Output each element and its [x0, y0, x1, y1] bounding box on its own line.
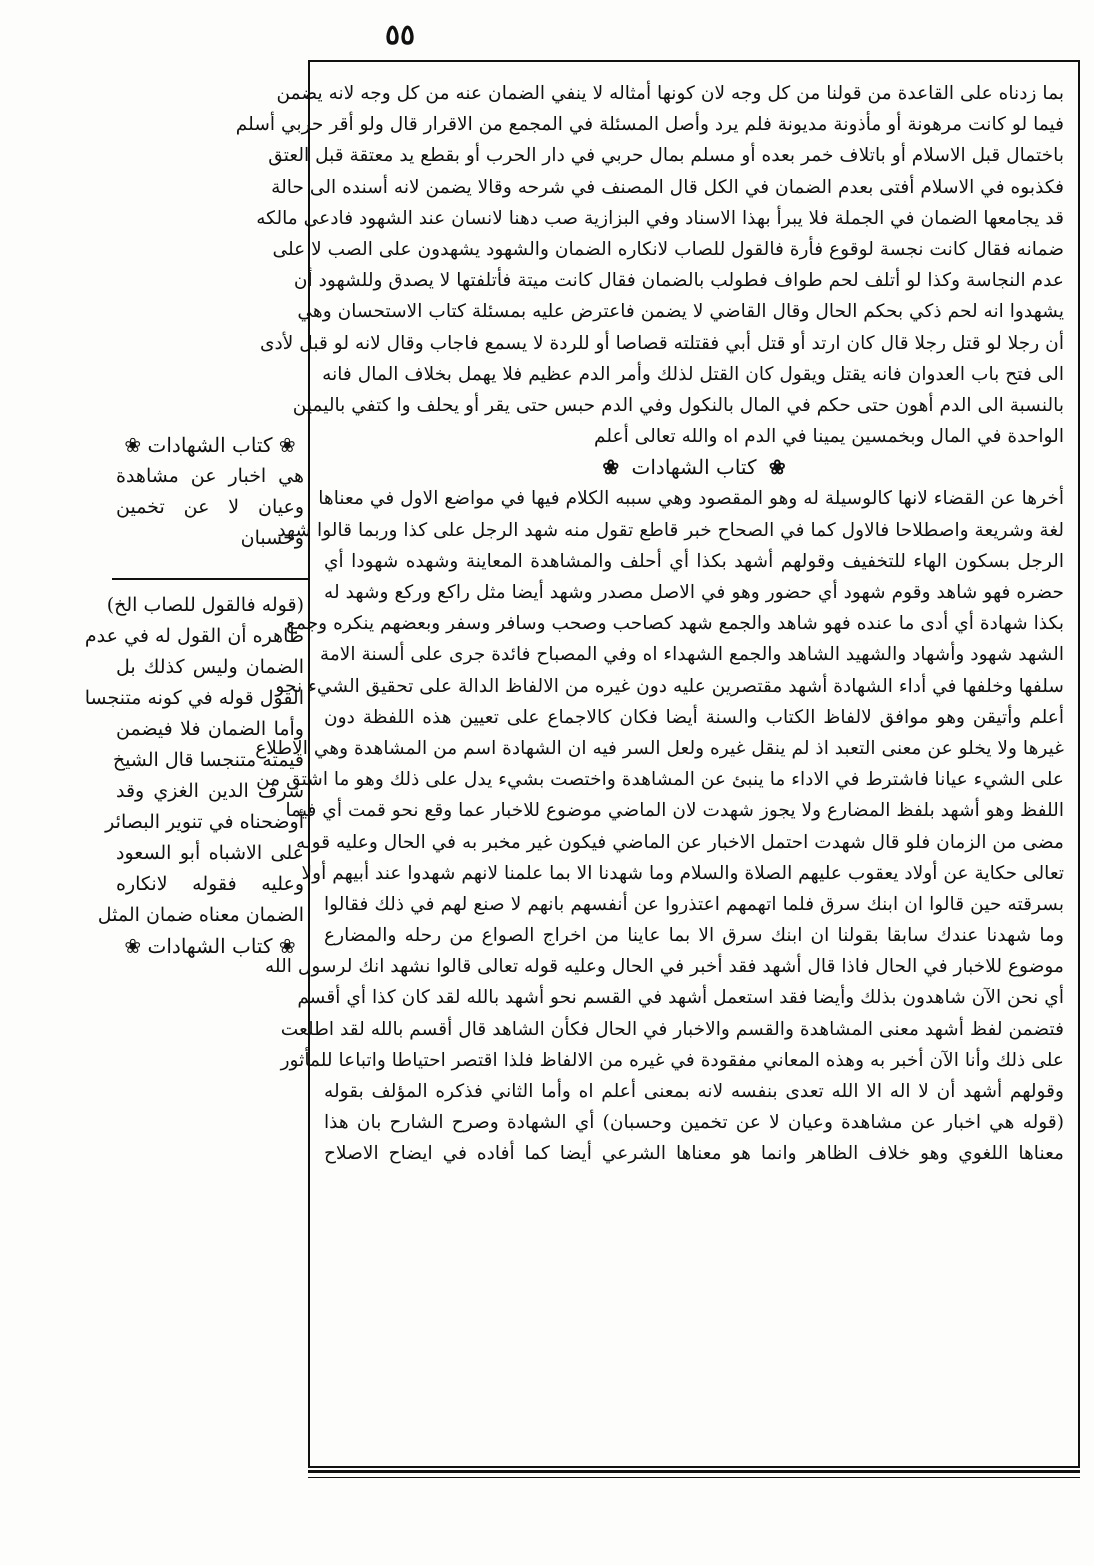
text-line: وما شهدنا عندك سابقا بقولنا ان ابنك سرق الا بما عاينا من اخراج الصواع من رحله والمضارع [324, 925, 1064, 947]
ornament-icon: ❀ [768, 455, 786, 480]
text-line: أي نحن الآن شاهدون بذلك وأيضا فقد استعمل أشهد في القسم نحو أشهد بالله لقد كان كذا أي أقسم [297, 987, 1064, 1009]
margin-line: القول قوله في كونه متنجسا [84, 687, 304, 709]
margin-line: وعليه فقوله لانكاره [116, 873, 304, 895]
text-line: قد يجامعها الضمان في الجملة فلا يبرأ بهذا الاسناد وفي البزازية صب دهنا لانسان عند الشهود فادعى مالكه [256, 207, 1064, 229]
ornament-icon: ❀ [278, 433, 296, 457]
text-line: يشهدوا انه لحم ذكي بحكم الحال وقال القاضي لا يضمن فاعترض عليه بمسئلة كتاب الاستحسان وهي [297, 301, 1064, 323]
text-line: الرجل بسكون الهاء للتخفيف وقولهم أشهد بكذا أي أحلف والمشاهدة المعاينة وشهده شهودا أي [324, 550, 1064, 572]
margin-divider [112, 578, 308, 580]
ornament-icon: ❀ [278, 934, 296, 958]
margin-line: قيمته متنجسا قال الشيخ [112, 749, 304, 771]
margin-line: الضمان معناه ضمان المثل [97, 904, 304, 926]
margin-heading: ❀ كتاب الشهادات ❀ [124, 433, 296, 457]
text-line: حضره فهو شاهد وقوم شهود أي حضور وهو في الاصل مصدر وشهد أيضا مثل راكع وركع وشهد له [324, 582, 1064, 603]
text-line: الى فتح باب العدوان فانه يقتل ويقول كان القتل لذلك وأمر الدم عظيم فلا يهمل بخلاف المال فانه [322, 363, 1064, 385]
ornament-icon: ❀ [124, 433, 142, 457]
bottom-rule [308, 1477, 1080, 1478]
text-line: اللفظ وهو أشهد بلفظ المضارع ولا يجوز شهدت لان الماضي موضوع للاخبار عما وقع نحو قمت أي فيما [285, 800, 1064, 822]
text-line: عدم النجاسة وكذا لو أتلف لحم طواف فطولب بالضمان فقال كانت ميتة فأتلفتها لا يصدق وللشهود أن [293, 270, 1064, 292]
margin-line: (قوله فالقول للصاب الخ) [106, 594, 304, 616]
text-line: أعلم وأتيقن وهو موافق لالفاظ الكتاب والسنة أيضا فكان كالاجماع على تعيين هذه اللفظة دون [324, 706, 1064, 728]
margin-line: هي اخبار عن مشاهدة [116, 465, 304, 487]
section-heading: ❀ كتاب الشهادات ❀ [602, 455, 786, 480]
text-line: بالنسبة الى الدم أهون حتى حكم في المال بالنكول وفي الدم حبس حتى يقر أو يحلف وا كتفي باليمين [292, 394, 1064, 416]
text-line: بكذا شهادة أي أدى ما عنده فهو شاهد والجمع شهد كصاحب وصحب وسافر وسفر وبعضهم ينكره وجمع [286, 613, 1064, 635]
bottom-rule [308, 1470, 1080, 1473]
text-line: غيرها ولا يخلو عن معنى التعبد اذ لم ينقل غيره ولعل السر فيه ان الشهادة اسم من المشاهدة وهي الاطلاع [255, 737, 1064, 759]
text-line: بما زدناه على القاعدة من قولنا من كل وجه لان كونها أمثاله لا ينفي الضمان عنه من كل وجه لانه يضمن [276, 83, 1064, 104]
margin-line: وحسبان [240, 527, 304, 549]
text-line: على ذلك وأنا الآن أخبر به وهذه المعاني مفقودة في غيره من الالفاظ فلذا اقتصر احتياطا واتباعا للمأثور [280, 1049, 1064, 1071]
text-line: ضمانه فقال كانت نجسة لوقوع فأرة فالقول للصاب لانكاره الضمان والشهود يشهدون على الصب لا على [272, 238, 1064, 260]
page-number: ٥٥ [384, 18, 416, 51]
text-line: لغة وشريعة واصطلاحا فالاول كما في الصحاح خبر قاطع تقول منه شهد الرجل على كذا وربما قالوا شهد [277, 519, 1064, 541]
text-line: أخرها عن القضاء لانها كالوسيلة له وهو المقصود وهي سببه الكلام فيها في مواضع الاول في معناها [318, 488, 1064, 510]
margin-line: ظاهره أن القول له في عدم [84, 625, 304, 647]
text-line: باختمال قبل الاسلام أو باتلاف خمر بعده أو مسلم بمال حربي في دار الحرب أو بقطع يد معتقة قبل العتق [268, 145, 1064, 167]
margin-line: وعيان لا عن تخمين [116, 496, 304, 518]
margin-heading: ❀ كتاب الشهادات ❀ [124, 934, 296, 958]
text-line: الواحدة في المال وبخمسين يمينا في الدم اه والله تعالى أعلم [593, 426, 1064, 448]
margin-line: الضمان وليس كذلك بل [116, 656, 304, 678]
text-line: مضى من الزمان فلو قال شهدت احتمل الاخبار عن الماضي فيكون غير مخبر به في الحال وعليه قوله [296, 831, 1064, 853]
text-line: سلفها وخلفها في أداء الشهادة أشهد مقتصرين عليه دون غيره من الالفاظ الدالة على تحقيق الشيء نحو [275, 675, 1064, 697]
text-line: (قوله هي اخبار عن مشاهدة وعيان لا عن تخمين وحسبان) أي الشهادة وصرح الشارح بان هذا [324, 1112, 1064, 1134]
text-line: فتضمن لفظ أشهد معنى المشاهدة والقسم والاخبار في الحال فكأن الشاهد قال أقسم بالله لقد اطلعت [280, 1018, 1064, 1040]
text-line: على الشيء عيانا فاشترط في الاداء ما ينبئ عن المشاهدة واختصت بشيء يدل على ذلك وهو ما اشتق من [256, 769, 1064, 791]
text-line: فكذبوه في الاسلام أفتى بعدم الضمان في الكل قال المصنف في شرحه وقالا يضمن لانه أسنده الى حالة [271, 176, 1064, 198]
margin-line: شرف الدين الغزي وقد [116, 780, 304, 802]
text-line: أن رجلا لو قتل رجلا قال كان ارتد أو قتل أبي فقتلته قصاصا أو للردة لا يسمع فاجاب وقال لانه لو قبل لأدى [259, 332, 1064, 354]
text-line: تعالى حكاية عن أولاد يعقوب عليهم الصلاة والسلام وما شهدنا الا بما علمنا لانهم شهدوا عند أبيهم أولا [301, 862, 1064, 884]
margin-line: على الاشباه أبو السعود [116, 842, 304, 864]
margin-line: أوضحناه في تنوير البصائر [105, 811, 304, 833]
text-line: معناها اللغوي وهو خلاف الظاهر وانما هو معناها الشرعي أيضا كما أفاده في ايضاح الاصلاح [324, 1143, 1064, 1165]
text-line: فيما لو كانت مرهونة أو مأذونة مديونة فلم يرد وأصل المسئلة في المجمع من الاقرار قال ولو أقر حربي أسلم [235, 114, 1064, 136]
text-line: موضوع للاخبار في الحال فاذا قال أشهد فقد أخبر في الحال وعليه قوله تعالى قالوا نشهد انك لرسول الله [264, 956, 1064, 978]
text-line: الشهد شهود وأشهاد والشهيد الشاهد والجمع الشهداء اه وفي المصباح فائدة جرى على ألسنة الامة [319, 644, 1064, 666]
text-line: بسرقته حين قالوا ان ابنك سرق فلما اتهمهم اعتذروا عن أنفسهم بانهم لا صنع لهم في ذلك فقالوا [324, 893, 1064, 915]
margin-line: وأما الضمان فلا فيضمن [116, 718, 304, 740]
text-line: وقولهم أشهد أن لا اله الا الله تعدى بنفسه لانه بمعنى أعلم اه وأما الثاني فذكره المؤلف بقوله [324, 1081, 1064, 1102]
ornament-icon: ❀ [124, 934, 142, 958]
ornament-icon: ❀ [602, 455, 620, 480]
main-text [235, 70, 1070, 1460]
